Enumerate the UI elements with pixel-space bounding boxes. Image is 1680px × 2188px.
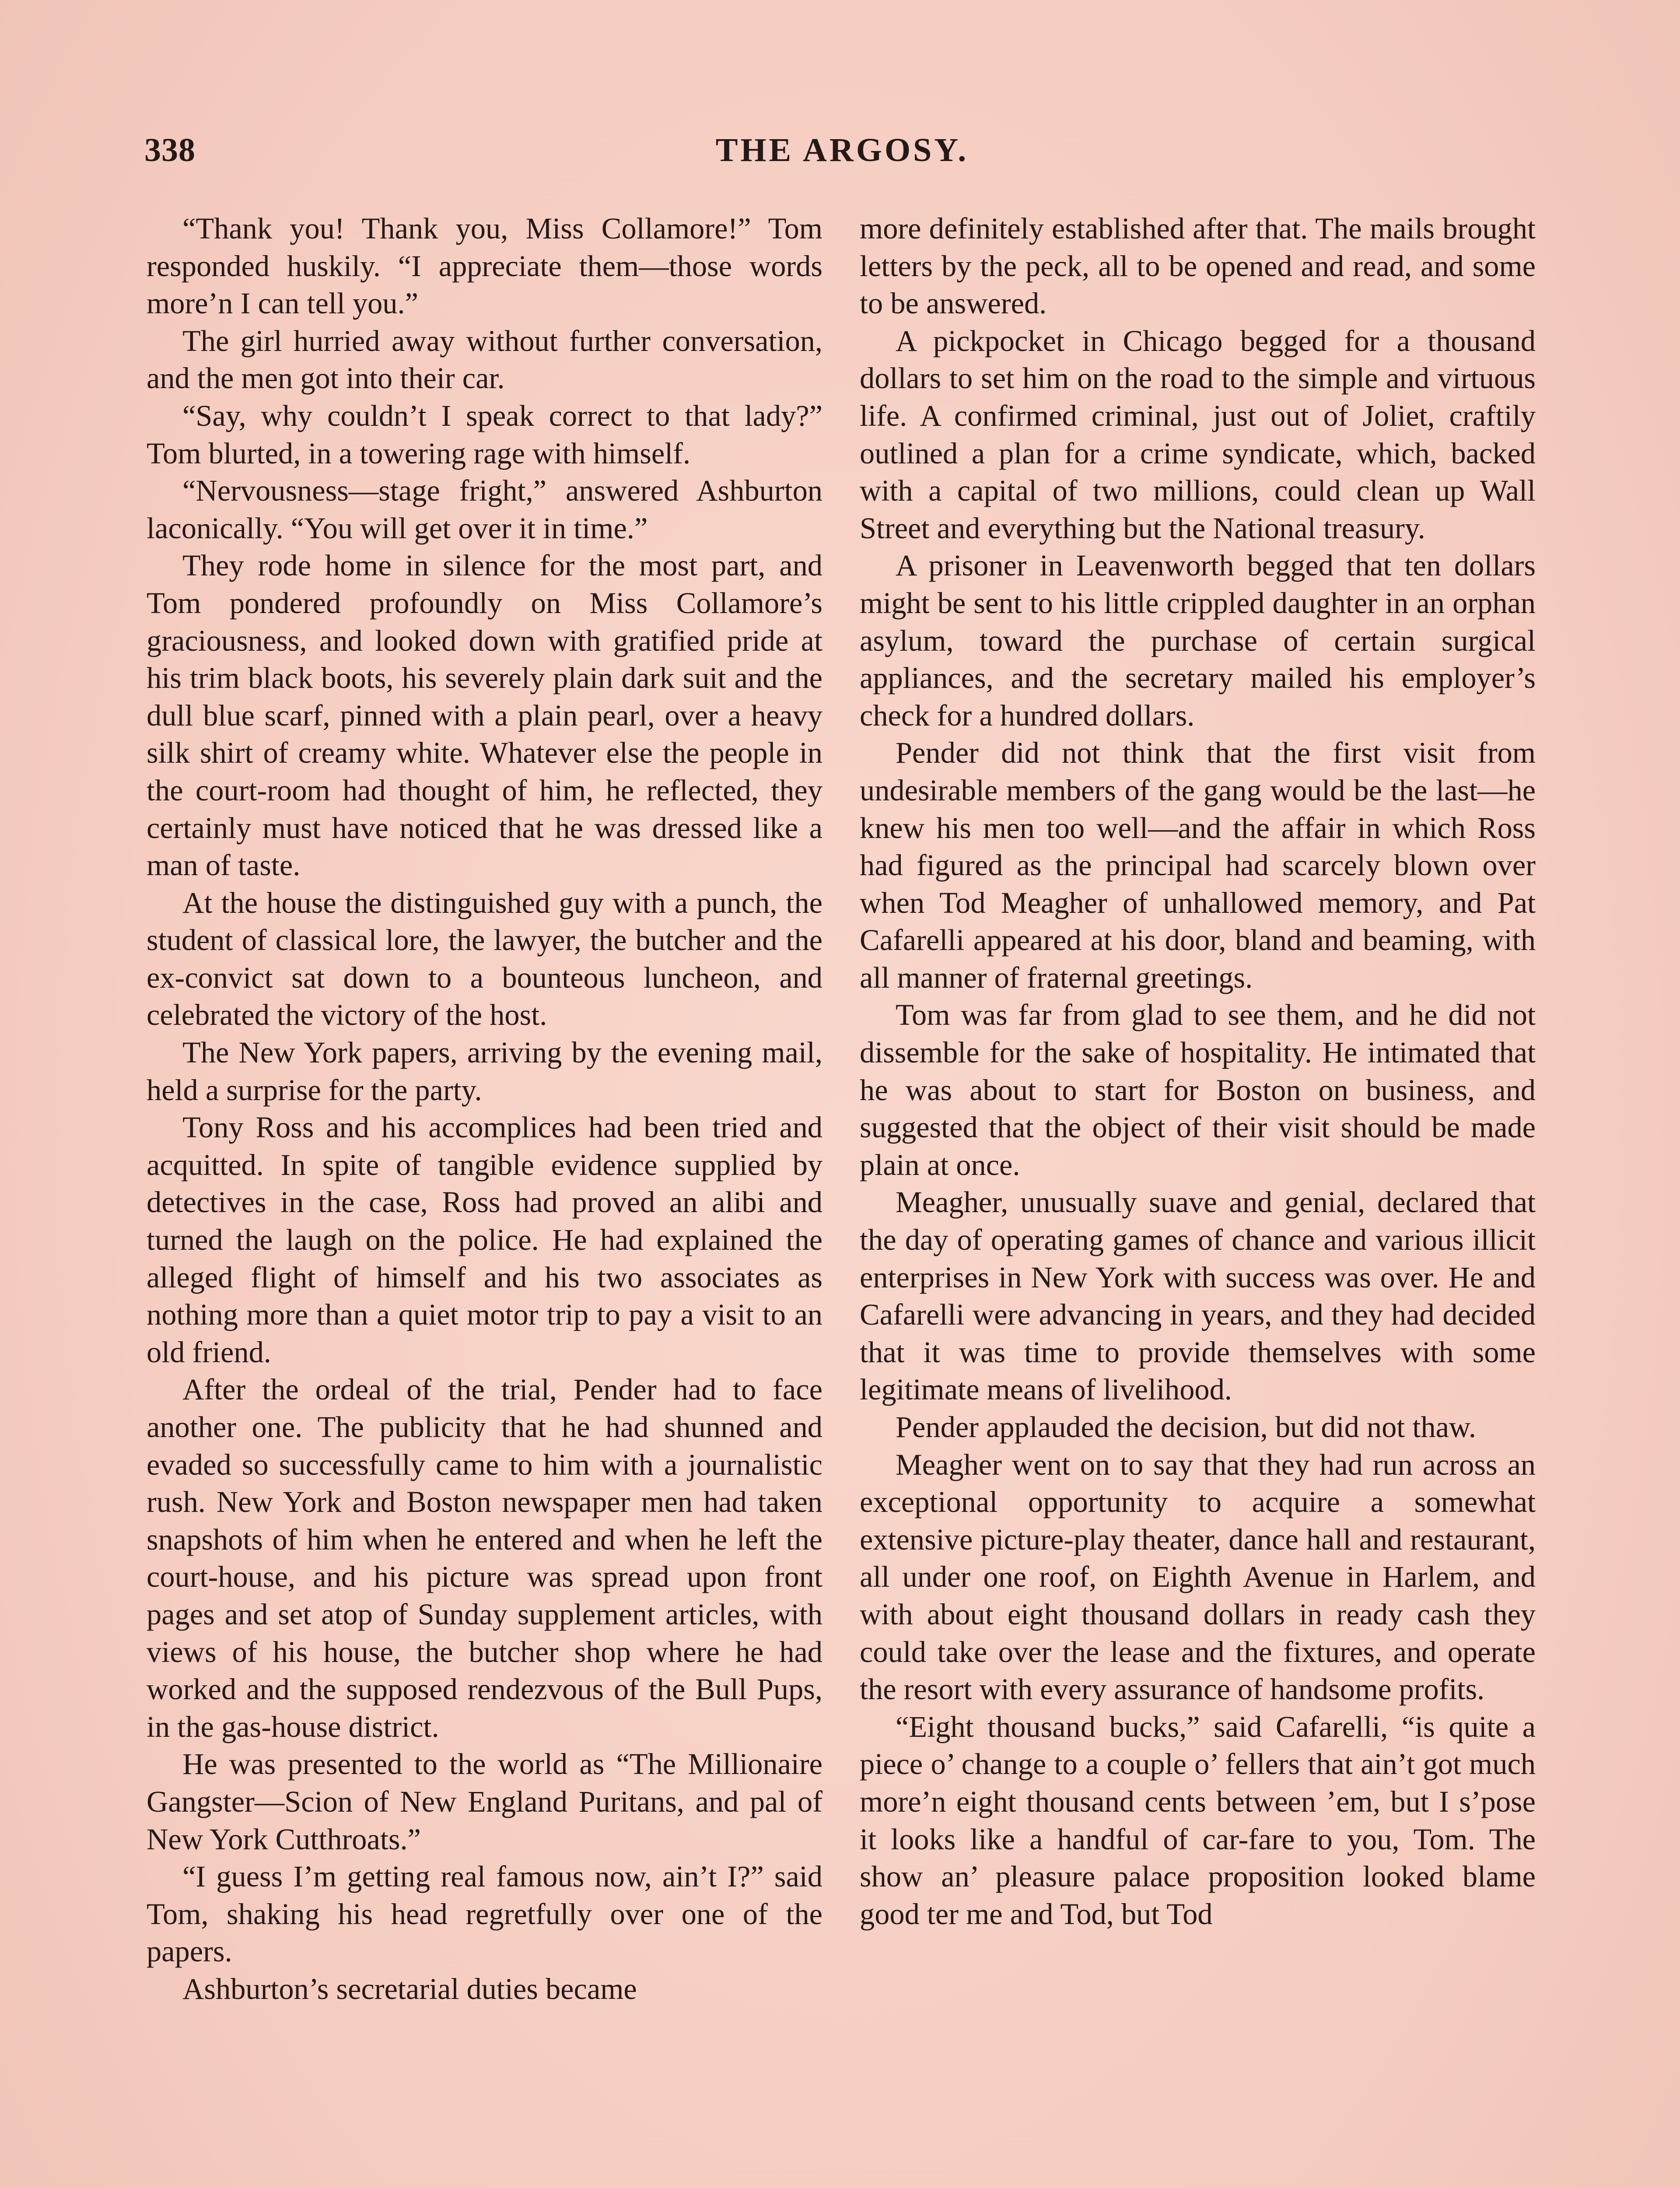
paragraph: “Thank you! Thank you, Miss Collamore!” Tom responded huskily. “I appreciate them—those words more’n I can tell you.”	[147, 212, 822, 320]
left-column	[147, 210, 822, 2008]
paragraph: “I guess I’m getting real famous now, ain’t I?” said Tom, shaking his head regretfully over one of the papers.	[147, 1860, 822, 1968]
paragraph: Tony Ross and his accomplices had been tried and acquitted. In spite of tangible evidence supplied by detectives in the case, Ross had proved an alibi and turned the laugh on the police. He had explained the alleged flight of himself and his two associates as nothing more than a quiet motor trip to pay a visit to an old friend.	[147, 1111, 822, 1369]
paragraph: Meagher, unusually suave and genial, declared that the day of operating games of chance and various illicit enterprises in New York with success was over. He and Cafarelli were advancing in years, and they had decided that it was time to provide themselves with some legitimate means of livelihood.	[860, 1185, 1536, 1406]
paragraph: A prisoner in Leavenworth begged that ten dollars might be sent to his little crippled daughter in an orphan asylum, toward the purchase of certain surgical appliances, and the secretary mailed his employer’s check for a hundred dollars.	[860, 549, 1536, 732]
paragraph: “Say, why couldn’t I speak correct to that lady?” Tom blurted, in a towering rage with himself.	[147, 399, 822, 470]
paragraph: “Nervousness—stage fright,” answered Ashburton laconically. “You will get over it in time.”	[147, 474, 822, 545]
paragraph: The girl hurried away without further conversation, and the men got into their car.	[147, 324, 822, 395]
paragraph: They rode home in silence for the most part, and Tom pondered profoundly on Miss Collamore’s graciousness, and looked down with gratified pride at his trim black boots, his severely plain dark suit and the dull blue scarf, pinned with a plain pearl, over a heavy silk shirt of creamy white. Whatever else the people in the court-room had thought of him, he reflected, they certainly must have noticed that he was dressed like a man of taste.	[147, 549, 822, 882]
paragraph: Tom was far from glad to see them, and he did not dissemble for the sake of hospitality. He intimated that he was about to start for Boston on business, and suggested that the object of their visit should be made plain at once.	[860, 998, 1536, 1182]
paragraph: Pender applauded the decision, but did not thaw.	[896, 1410, 1476, 1444]
right-column	[860, 210, 1536, 1933]
paragraph: He was presented to the world as “The Millionaire Gangster—Scion of New England Puritans, and pal of New York Cutthroats.”	[147, 1747, 822, 1856]
paragraph: Pender did not think that the first visit from undesirable members of the gang would be the last—he knew his men too well—and the affair in which Ross had figured as the principal had scarcely blown over when Tod Meagher of unhallowed memory, and Pat Cafarelli appeared at his door, bland and beaming, with all manner of fraternal greetings.	[860, 736, 1536, 994]
paragraph: The New York papers, arriving by the evening mail, held a surprise for the party.	[147, 1036, 822, 1107]
paragraph: Meagher went on to say that they had run across an exceptional opportunity to acquire a somewhat extensive picture-play theater, dance hall and restaurant, all under one roof, on Eighth Avenue in Harlem, and with about eight thousand dollars in ready cash they could take over the lease and the fixtures, and operate the resort with every assurance of handsome profits.	[860, 1448, 1536, 1706]
page-number: 338	[144, 132, 196, 168]
paragraph: “Eight thousand bucks,” said Cafarelli, “is quite a piece o’ change to a couple o’ fellers that ain’t got much more’n eight thousand cents between ’em, but I s’pose it looks like a handful of car-fare to you, Tom. The show an’ pleasure palace proposition looked blame good ter me and Tod, but Tod	[860, 1710, 1536, 1931]
continued-paragraph: more definitely established after that. The mails brought letters by the peck, all to be opened and read, and some to be answered.	[860, 212, 1536, 320]
page-header	[144, 131, 1540, 179]
paragraph: Ashburton’s secretarial duties became	[182, 1972, 637, 2006]
paragraph: A pickpocket in Chicago begged for a thousand dollars to set him on the road to the simple and virtuous life. A confirmed criminal, just out of Joliet, craftily outlined a plan for a crime syndicate, which, backed with a capital of two millions, could clean up Wall Street and everything but the National treasury.	[860, 324, 1536, 545]
paragraph: At the house the distinguished guy with a punch, the student of classical lore, the lawyer, the butcher and the ex-convict sat down to a bounteous luncheon, and celebrated the victory of the host.	[147, 886, 822, 1032]
running-title: THE ARGOSY.	[715, 132, 969, 168]
paragraph: After the ordeal of the trial, Pender had to face another one. The publicity that he had shunned and evaded so successfully came to him with a journalistic rush. New York and Boston newspaper men had taken snapshots of him when he entered and when he left the court-house, and his picture was spread upon front pages and set atop of Sunday supplement articles, with views of his house, the butcher shop where he had worked and the supposed rendezvous of the Bull Pups, in the gas-house district.	[147, 1373, 822, 1743]
